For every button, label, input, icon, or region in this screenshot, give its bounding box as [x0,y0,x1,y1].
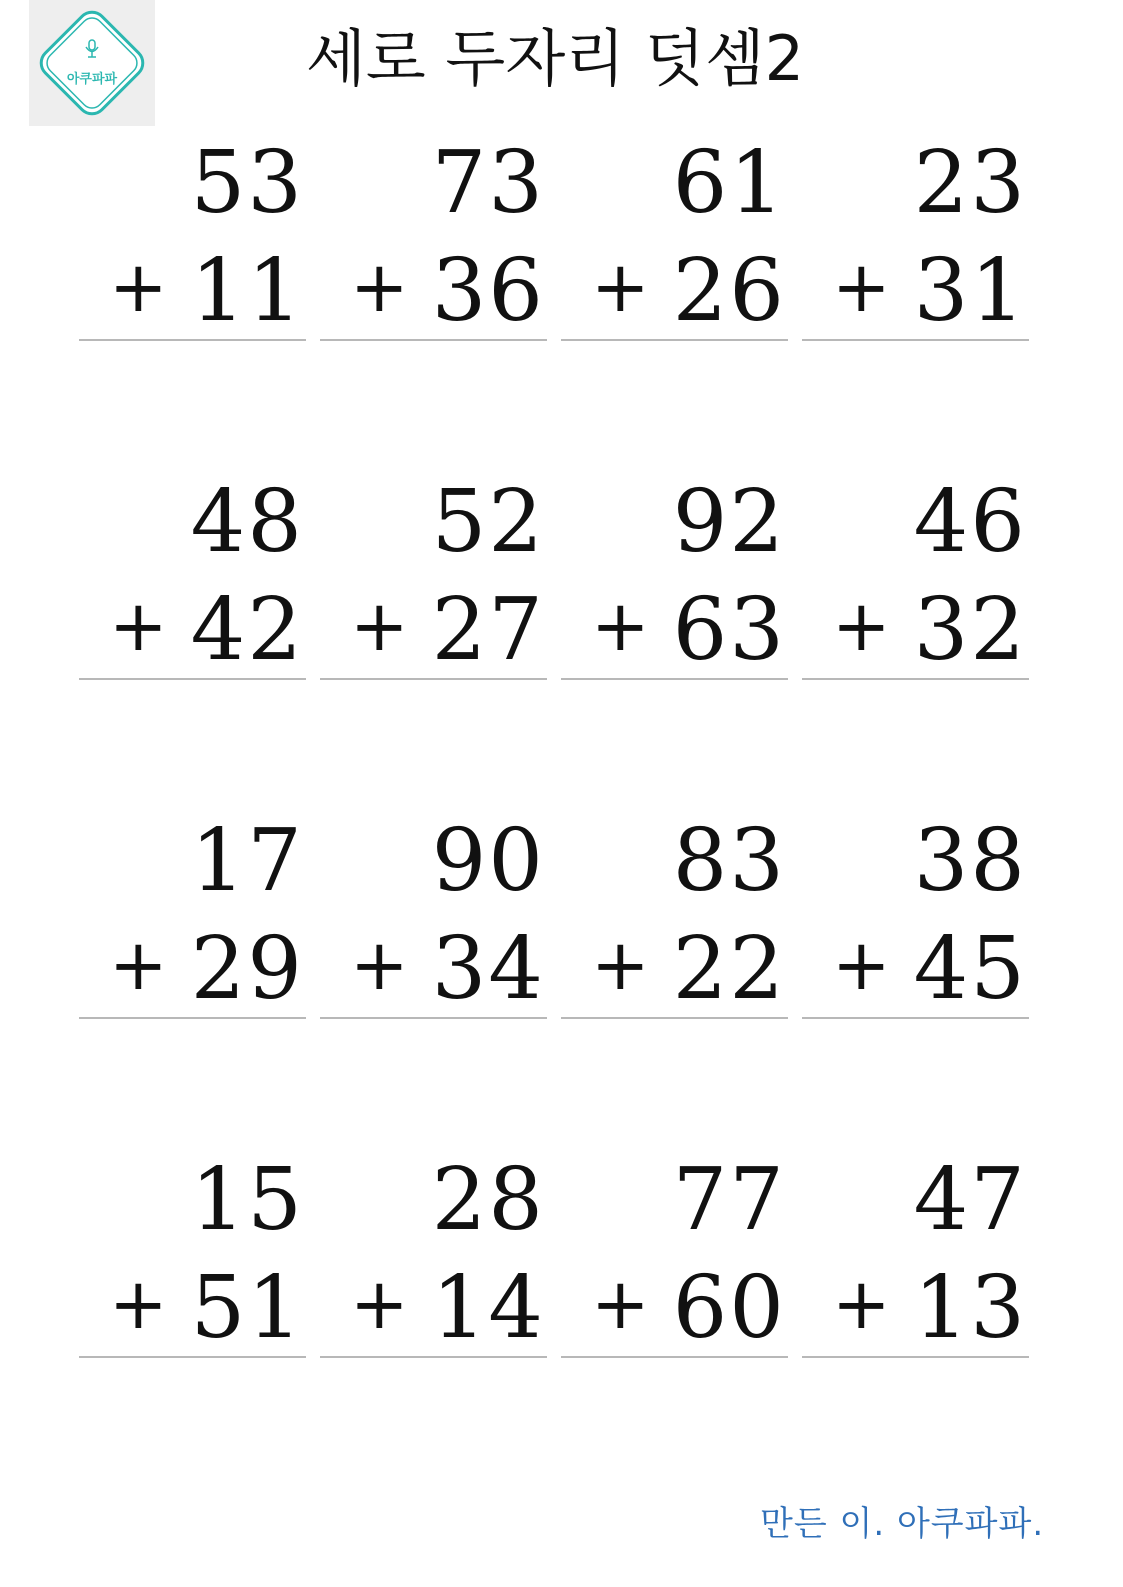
top-number: 53 [190,133,304,233]
plus-sign: + [350,924,409,1006]
addend-row [561,919,788,1019]
top-number: 48 [190,472,304,572]
plus-sign: + [109,924,168,1006]
top-number: 28 [431,1150,545,1250]
addend-row [320,1258,547,1358]
answer-line [802,1356,1029,1358]
top-number: 90 [431,811,545,911]
problem-card [802,133,1029,350]
top-number: 23 [913,133,1027,233]
plus-sign: + [109,1263,168,1345]
bottom-number: 26 [672,241,786,341]
bottom-number: 31 [913,241,1027,341]
top-number: 38 [913,811,1027,911]
answer-line [802,678,1029,680]
problem-card [320,472,547,689]
top-number: 92 [672,472,786,572]
problem-card [79,133,306,350]
addend-row [561,241,788,341]
bottom-number: 45 [913,919,1027,1019]
problem-card [561,133,788,350]
answer-line [561,678,788,680]
bottom-number: 42 [190,580,304,680]
problem-card [561,472,788,689]
top-number: 77 [672,1150,786,1250]
problem-card [561,1150,788,1367]
problem-card [561,811,788,1028]
plus-sign: + [832,924,891,1006]
addend-row [561,580,788,680]
plus-sign: + [832,585,891,667]
addend-row [320,919,547,1019]
problem-card [320,133,547,350]
addend-row [79,1258,306,1358]
plus-sign: + [591,924,650,1006]
top-number: 73 [431,133,545,233]
answer-line [320,1356,547,1358]
bottom-number: 11 [190,241,304,341]
top-number: 46 [913,472,1027,572]
answer-line [320,678,547,680]
plus-sign: + [591,246,650,328]
plus-sign: + [350,1263,409,1345]
bottom-number: 63 [672,580,786,680]
top-number: 83 [672,811,786,911]
addend-row [79,241,306,341]
credit-text: 만든 이. 아쿠파파. [760,1504,1045,1544]
answer-line [320,339,547,341]
answer-line [802,1017,1029,1019]
problem-card [79,472,306,689]
plus-sign: + [591,585,650,667]
top-number: 61 [672,133,786,233]
addend-row [561,1258,788,1358]
bottom-number: 36 [431,241,545,341]
plus-sign: + [832,246,891,328]
addend-row [802,241,1029,341]
problem-card [79,811,306,1028]
answer-line [79,1017,306,1019]
answer-line [79,678,306,680]
bottom-number: 29 [190,919,304,1019]
top-number: 15 [190,1150,304,1250]
addend-row [320,580,547,680]
addend-row [79,919,306,1019]
bottom-number: 51 [190,1258,304,1358]
plus-sign: + [350,246,409,328]
bottom-number: 27 [431,580,545,680]
top-number: 17 [190,811,304,911]
answer-line [561,339,788,341]
top-number: 52 [431,472,545,572]
bottom-number: 22 [672,919,786,1019]
answer-line [79,339,306,341]
bottom-number: 34 [431,919,545,1019]
problem-card [79,1150,306,1367]
addend-row [79,580,306,680]
answer-line [561,1017,788,1019]
answer-line [561,1356,788,1358]
addend-row [802,919,1029,1019]
plus-sign: + [832,1263,891,1345]
problem-card [320,1150,547,1367]
problem-card [320,811,547,1028]
plus-sign: + [109,585,168,667]
bottom-number: 60 [672,1258,786,1358]
plus-sign: + [350,585,409,667]
bottom-number: 14 [431,1258,545,1358]
addend-row [802,580,1029,680]
addend-row [802,1258,1029,1358]
answer-line [320,1017,547,1019]
answer-line [802,339,1029,341]
problem-card [802,811,1029,1028]
plus-sign: + [109,246,168,328]
bottom-number: 32 [913,580,1027,680]
addend-row [320,241,547,341]
plus-sign: + [591,1263,650,1345]
page-title: 세로 두자리 덧셈2 [305,22,805,95]
top-number: 47 [913,1150,1027,1250]
problem-card [802,472,1029,689]
logo-label: 아쿠파파 [66,72,118,87]
answer-line [79,1356,306,1358]
problem-card [802,1150,1029,1367]
bottom-number: 13 [913,1258,1027,1358]
